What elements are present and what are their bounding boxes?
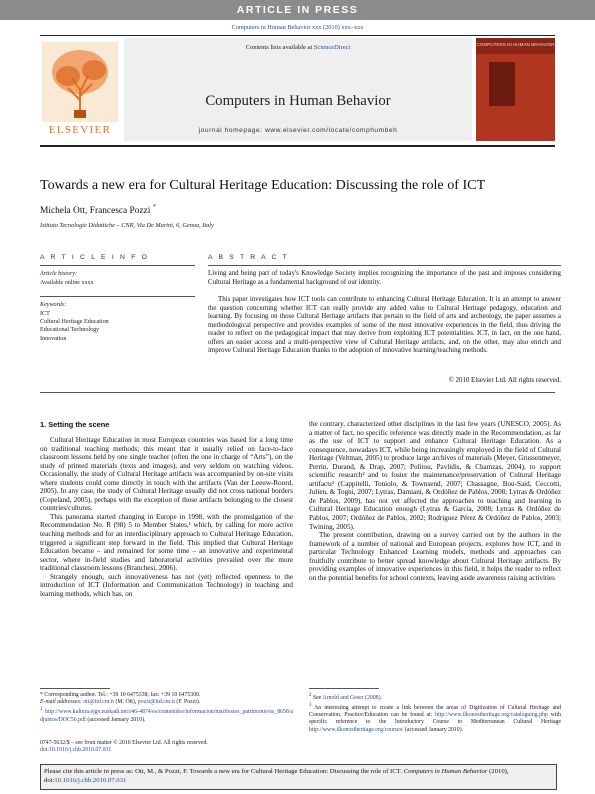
citation-doi-link[interactable]: 10.1016/j.chb.2010.07.031 [54, 777, 127, 784]
corresponding-author-mark[interactable]: * [152, 203, 157, 211]
journal-cover-title: COMPUTERS IN HUMAN BEHAVIOR [476, 42, 555, 47]
footnote-mark: 3 [309, 703, 312, 709]
email-link-pozzi[interactable]: pozzi@itd.cnr.it [137, 699, 175, 706]
email-owner-ott: (M. Ott), [115, 699, 137, 706]
footnote-mark: 1 [40, 707, 43, 713]
author-names: Michela Ott, Francesca Pozzi [40, 206, 151, 217]
email-footnote [40, 699, 293, 706]
abstract-paragraph-1: Living and being part of today's Knowledge Society implies recognizing the importance of the past and imposes considering Cultural Heritage as a fundamental background of our identity. [208, 270, 561, 286]
citation-journal: Computers in Human Behavior [403, 768, 488, 775]
abstract-rule [208, 265, 561, 266]
front-matter-line: 0747-5632/$ – see front matter © 2010 Elsevier Ltd. All rights reserved. [40, 740, 208, 746]
author-affiliation: Istituto Tecnologie Didattiche – CNR, Via De Marini, 6, Genoa, Italy [40, 222, 214, 229]
corresponding-author-footnote: * Corresponding author. Tel.: +39 10 6475338; fax: +39 10 6475300. [40, 692, 201, 698]
keyword: Innovation [40, 335, 67, 342]
footnote-3-link-courses[interactable]: http://www.ilkonostheritage.org/courses/ [309, 726, 404, 733]
abstract-bottom-rule [40, 392, 555, 393]
history-keywords-rule [40, 296, 195, 297]
issn-block [40, 740, 208, 754]
footnote-3 [309, 702, 561, 734]
contents-lists-line [124, 44, 472, 51]
footnote-rule-right [309, 688, 379, 689]
footnote-1-accessed: (accessed January 2010). [87, 716, 146, 723]
sciencedirect-link[interactable]: ScienceDirect [313, 44, 351, 51]
abstract-paragraph-2: This paper investigates how ICT tools can contribute to enhancing Cultural Heritage Education. It is an attempt to answer the question concerning whether ICT can really provide any added value to Cultural Heritage pedagogy, education and learning. By focusing on those Cultural Heritage artifacts that pertain to the field of arts and archeology, the paper assumes a methodological perspective and provides examples of some of the most innovative experiences in the field, thus driving the reader to reflect on the pedagogical impact that may derive from exploiting ICT potentialities. ICT, in fact, on the one hand, offers an easier access and a multi-perspective view of Cultural Heritage artifacts, and, on the other, may also enrich and improve Cultural Heritage Education thanks to the adoption of innovative learning/teaching methods. [208, 296, 561, 355]
article-info-heading: A R T I C L E I N F O [40, 254, 150, 261]
footnote-1-link[interactable]: http://www.kultura.ejgv.euskadi.net/r46-4874/es/contenidos/informacion/marifestos_patrimonio/es_8658/adjuntos/DOC56.pdf [40, 709, 293, 723]
journal-header-box [124, 38, 472, 141]
keyword: Cultural Heritage Education [40, 319, 109, 326]
citation-notice [44, 767, 552, 785]
footnotes-right [309, 692, 561, 734]
article-history-value: Available online xxxx [40, 280, 94, 286]
body-paragraph: the contrary, characterized other disciplines in the last few years (UNESCO, 2005). As a matter of fact, no specific reference was directly made in the Recommendation, as far as the use of ICT to support and enhance Cultural Heritage Education. As a consequence, nowadays ICT, while being increasingly employed in the field of Cultural Heritage (Veltman, 2005) to produce large archives of materials (Meyer, Grussenmeyer, Perrin, Durand, & Drap, 2007; Politou, Pavlidis, & Chamzas, 2004), to support scientific research² and to foster the maintenance/preservation of Cultural Heritage artifacts³ (Cappitelli, Toniolo, & Townsend, 2007; Chassagne, Bou-Said, Ceccotti, Julien, & Togni, 2007; Lytras, Damiani, & Ordóñez de Pablos, 2008; Lytras & Ordóñez de Pablos, 2009), has not yet affected the approaches to teaching and learning in Cultural Heritage Education enough (Lytras & Garcia, 2008; Lytras & Ordóñez de Pablos, 2007; Ordóñez de Pablos, 2002; Rodriguez Pérez & Ordóñez de Pablos, 2003; Twining, 2005). [309, 420, 561, 531]
keyword: ICT [40, 311, 50, 317]
journal-cover-figure [489, 62, 515, 106]
email-owner-pozzi: (F. Pozzi). [176, 699, 201, 706]
email-link-ott[interactable]: ott@itd.cnr.it [83, 699, 115, 706]
article-info-rule [40, 265, 195, 266]
body-paragraph: Strangely enough, such innovativeness has not (yet) reflected openness to the introduction of ICT (Information and Communication Technology) in teaching and learning methods, which has, on [40, 572, 293, 598]
footnote-3-accessed: (accessed January 2010). [404, 726, 464, 733]
footnote-2 [309, 692, 561, 702]
footnote-rule-left [40, 688, 110, 689]
footnote-2-text: See [312, 694, 322, 701]
body-column-left [40, 436, 293, 598]
journal-title: Computers in Human Behavior [205, 93, 391, 109]
footnote-1 [40, 706, 293, 723]
keyword: Educational Technology [40, 327, 100, 334]
email-label: E-mail addresses: [40, 699, 82, 706]
header-top-rule [40, 35, 555, 36]
article-history-label: Article history: [40, 271, 78, 277]
author-list [40, 203, 156, 216]
footnote-3-link-cataloguing[interactable]: http://www.ilkonostheritage.org/cataloguing.php [435, 712, 548, 719]
footnote-3-text: An interesting attempt to create a link between the areas of Digitization of Cultural Heritage and Conservation. Practice/Education can be found at: [309, 705, 561, 719]
citation-text: Please cite this article in press as: Ott, M., & Pozzi, F. Towards a new era for Cultural Heritage Education: Discussing the role of ICT. [44, 768, 402, 775]
abstract-heading: A B S T R A C T [208, 254, 289, 261]
footnote-3-text: with specific reference to the Introductory Course to Mediterranean Cultural Heritage [309, 712, 561, 726]
body-paragraph: The present contribution, drawing on a survey carried out by the authors in the framework of a number of national and European projects, explores how ICT, and in particular Technology Enhanced Learning models, methods and approaches can fruitfully contribute to better spread knowledge about Cultural Heritage artifacts. By providing examples of innovative experiences in this field, it helps the reader to reflect on the potential benefits for school contexts, leaving aside awareness raising activities [309, 531, 561, 582]
journal-homepage[interactable]: journal homepage: www.elsevier.com/locate/comphumbeh [198, 127, 398, 134]
doi-link[interactable]: doi:10.1016/j.chb.2010.07.031 [40, 747, 112, 754]
abstract-copyright: © 2010 Elsevier Ltd. All rights reserved. [448, 377, 561, 384]
article-title: Towards a new era for Cultural Heritage Education: Discussing the role of ICT [40, 177, 486, 193]
journal-reference[interactable]: Computers in Human Behavior xxx (2010) xxx–xxx [231, 24, 364, 31]
section-heading: 1. Setting the scene [40, 420, 110, 429]
body-paragraph: This panorama started changing in Europe in 1998, with the promulgation of the Recommendation No. R (98) 5 to Member States,¹ which, by calling for more active teaching methods and for an interdisciplinary approach to Cultural Heritage Education, triggered a significant step forward in the field. This implied that Cultural Heritage Education became – and remained for some time – an innovative and experimental sector, where in-field studies and laboratorial activities prevailed over the more traditional classroom lessons (Branchesi, 2006). [40, 512, 293, 573]
body-column-right [309, 420, 561, 582]
header-bottom-rule [40, 145, 555, 147]
keywords-list [40, 310, 109, 343]
citation-year: (2010), doi: [44, 768, 509, 784]
article-in-press-banner: ARTICLE IN PRESS [0, 0, 595, 20]
keywords-label: Keywords: [40, 302, 67, 308]
footnote-2-link[interactable]: Arnold and Geser (2008) [322, 694, 381, 701]
footnotes-left [40, 692, 293, 724]
contents-prefix: Contents lists available at [245, 44, 313, 51]
footnote-2-end: . [380, 694, 382, 701]
footnote-mark: 2 [309, 693, 312, 698]
body-paragraph: Cultural Heritage Education in most European countries was based for a long time on traditional teaching methods; this meant that it usually relied on face-to-face classroom lessons held by one single teacher (often the one in charge of “Arts”), on the study of printed materials (texts and images), and very seldom on watching videos. Occasionally, the study of Cultural Heritage artifacts was accompanied by on-site visits where students could come directly in touch with the artifacts (Van der Leeuw-Roord, 2005). In any case, the study of Cultural Heritage usually did not cross national borders (Copeland, 2005), perhaps with the exception of those artifacts belonging to the closest countries/cultures. [40, 436, 293, 513]
elsevier-logo-text: ELSEVIER [48, 124, 112, 136]
